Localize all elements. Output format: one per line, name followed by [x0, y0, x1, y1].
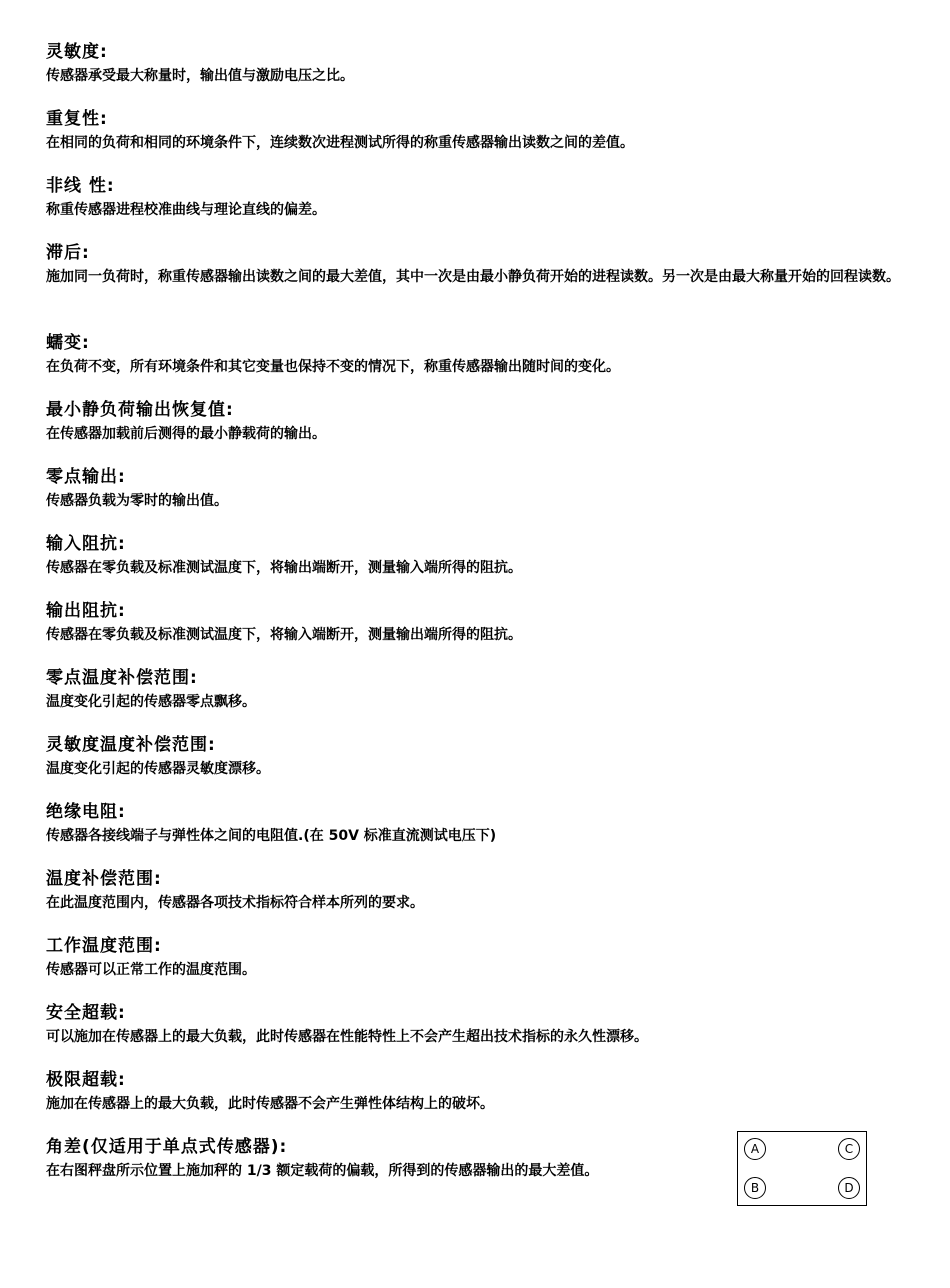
term-title: 极限超载: — [46, 1070, 126, 1090]
term-description: 传感器可以正常工作的温度范围。 — [46, 962, 256, 978]
term-min-dead-load-return — [46, 398, 906, 446]
term-operating-temp-range — [46, 934, 906, 982]
term-title: 零点输出: — [46, 467, 126, 487]
term-temp-comp-range — [46, 867, 906, 915]
corner-a-marker: A — [744, 1138, 766, 1160]
term-zero-temp-comp — [46, 666, 906, 714]
term-title: 安全超载: — [46, 1003, 126, 1023]
term-title: 工作温度范围: — [46, 936, 162, 956]
term-description: 施加同一负荷时，称重传感器输出读数之间的最大差值，其中一次是由最小静负荷开始的进程读数。另一次是由最大称量开始的回程读数。 — [46, 269, 900, 285]
term-title: 绝缘电阻: — [46, 802, 126, 822]
term-title: 最小静负荷输出恢复值: — [46, 400, 234, 420]
term-hysteresis — [46, 241, 906, 289]
term-description: 在右图秤盘所示位置上施加秤的 1/3 额定载荷的偏载，所得到的传感器输出的最大差值。 — [46, 1163, 599, 1179]
corner-d-marker: D — [838, 1177, 860, 1199]
term-nonlinearity — [46, 174, 906, 222]
term-title: 角差(仅适用于单点式传感器): — [46, 1137, 288, 1157]
term-title: 非线 性: — [46, 176, 115, 196]
term-output-impedance — [46, 599, 906, 647]
term-title: 蠕变: — [46, 333, 90, 353]
platter-diagram — [737, 1131, 867, 1206]
term-title: 温度补偿范围: — [46, 869, 162, 889]
term-description: 传感器在零负载及标准测试温度下，将输入端断开，测量输出端所得的阻抗。 — [46, 627, 522, 643]
term-title: 滞后: — [46, 243, 90, 263]
term-insulation-resistance — [46, 800, 906, 848]
term-description: 在此温度范围内，传感器各项技术指标符合样本所列的要求。 — [46, 895, 424, 911]
term-ultimate-overload — [46, 1068, 906, 1116]
term-description: 传感器负载为零时的输出值。 — [46, 493, 228, 509]
term-title: 灵敏度温度补偿范围: — [46, 735, 216, 755]
corner-c-marker: C — [838, 1138, 860, 1160]
term-title: 输出阻抗: — [46, 601, 126, 621]
term-description: 在相同的负荷和相同的环境条件下，连续数次进程测试所得的称重传感器输出读数之间的差值。 — [46, 135, 634, 151]
term-description: 在传感器加载前后测得的最小静载荷的输出。 — [46, 426, 326, 442]
term-title: 灵敏度: — [46, 42, 108, 62]
term-sensitivity-temp-comp — [46, 733, 906, 781]
term-description: 传感器承受最大称量时，输出值与激励电压之比。 — [46, 68, 354, 84]
term-description: 传感器在零负载及标准测试温度下，将输出端断开，测量输入端所得的阻抗。 — [46, 560, 522, 576]
term-description: 可以施加在传感器上的最大负载，此时传感器在性能特性上不会产生超出技术指标的永久性漂移。 — [46, 1029, 648, 1045]
term-description: 在负荷不变，所有环境条件和其它变量也保持不变的情况下，称重传感器输出随时间的变化。 — [46, 359, 620, 375]
term-title: 输入阻抗: — [46, 534, 126, 554]
term-safe-overload — [46, 1001, 906, 1049]
term-title: 重复性: — [46, 109, 108, 129]
term-description: 传感器各接线端子与弹性体之间的电阻值.(在 50V 标准直流测试电压下) — [46, 828, 497, 844]
term-description: 温度变化引起的传感器零点飘移。 — [46, 694, 256, 710]
term-description: 施加在传感器上的最大负载，此时传感器不会产生弹性体结构上的破坏。 — [46, 1096, 494, 1112]
term-creep — [46, 331, 906, 379]
term-title: 零点温度补偿范围: — [46, 668, 198, 688]
term-description: 称重传感器进程校准曲线与理论直线的偏差。 — [46, 202, 326, 218]
term-repeatability — [46, 107, 906, 155]
term-input-impedance — [46, 532, 906, 580]
term-zero-output — [46, 465, 906, 513]
term-description: 温度变化引起的传感器灵敏度漂移。 — [46, 761, 270, 777]
term-sensitivity — [46, 40, 906, 88]
corner-b-marker: B — [744, 1177, 766, 1199]
